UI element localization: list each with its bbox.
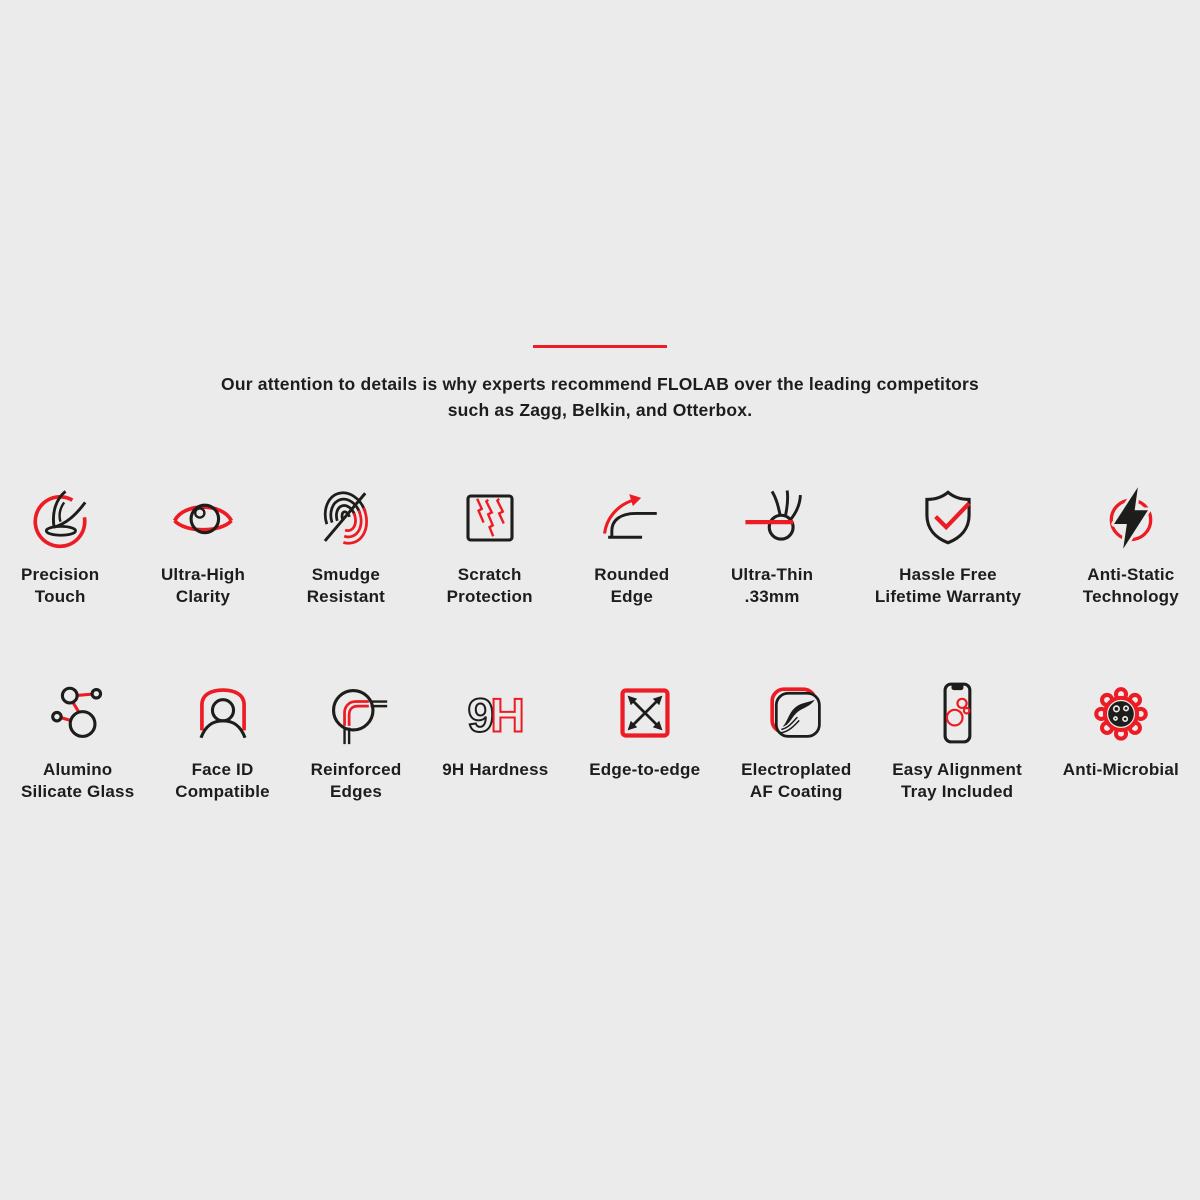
alignment-tray-icon [924, 680, 990, 746]
feature-scratch-protection [447, 485, 533, 608]
feature-alumino-silicate-glass [21, 680, 134, 803]
warranty-shield-icon [915, 485, 981, 551]
feature-label: Precision Touch [21, 565, 100, 606]
feature-label: Anti-Microbial [1062, 760, 1179, 779]
feature-label: Scratch Protection [446, 565, 533, 606]
feature-label: Hassle Free Lifetime Warranty [874, 565, 1022, 606]
svg-text:9: 9 [467, 689, 495, 743]
electroplated-af-coating-icon [763, 680, 829, 746]
feature-label: Ultra-Thin .33mm [730, 565, 814, 606]
feature-label: Face ID Compatible [175, 760, 270, 801]
feature-9h-hardness [442, 680, 548, 781]
feature-precision-touch [21, 485, 99, 608]
feature-label: Anti-Static Technology [1082, 565, 1179, 606]
red-divider [533, 345, 667, 348]
feature-ultra-thin [731, 485, 813, 608]
feature-label: Alumino Silicate Glass [21, 760, 135, 801]
feature-reinforced-edges [311, 680, 402, 803]
svg-text:H: H [490, 689, 526, 743]
feature-anti-static [1083, 485, 1179, 608]
feature-label: Electroplated AF Coating [741, 760, 852, 801]
feature-face-id-compatible [175, 680, 270, 803]
feature-label: Smudge Resistant [306, 565, 386, 606]
face-id-icon [190, 680, 256, 746]
feature-rounded-edge [594, 485, 669, 608]
reinforced-edges-icon [323, 680, 389, 746]
anti-static-icon [1098, 485, 1164, 551]
feature-ultra-high-clarity [161, 485, 245, 608]
feature-label: Easy Alignment Tray Included [892, 760, 1022, 801]
feature-label: 9H Hardness [442, 760, 549, 779]
feature-label: Reinforced Edges [310, 760, 402, 801]
precision-touch-icon [27, 485, 93, 551]
feature-smudge-resistant [307, 485, 385, 608]
anti-microbial-icon [1088, 680, 1154, 746]
feature-lifetime-warranty [875, 485, 1021, 608]
feature-electroplated-af-coating [741, 680, 851, 803]
features-row-1 [0, 485, 1200, 608]
heading-line-1: Our attention to details is why experts recommend FLOLAB over the leading competitors [221, 374, 979, 394]
scratch-protection-icon [457, 485, 523, 551]
smudge-resistant-icon [313, 485, 379, 551]
feature-alignment-tray [892, 680, 1022, 803]
section-heading [0, 371, 1200, 423]
feature-label: Edge-to-edge [589, 760, 701, 779]
heading-line-2: such as Zagg, Belkin, and Otterbox. [447, 400, 753, 420]
rounded-edge-icon [599, 485, 665, 551]
edge-to-edge-icon [612, 680, 678, 746]
feature-label: Rounded Edge [594, 565, 670, 606]
feature-label: Ultra-High Clarity [160, 565, 246, 606]
molecule-icon [45, 680, 111, 746]
9h-hardness-icon [462, 680, 528, 746]
features-row-2 [0, 680, 1200, 803]
ultra-thin-icon [739, 485, 805, 551]
feature-anti-microbial [1063, 680, 1179, 781]
ultra-high-clarity-icon [170, 485, 236, 551]
feature-edge-to-edge [589, 680, 700, 781]
